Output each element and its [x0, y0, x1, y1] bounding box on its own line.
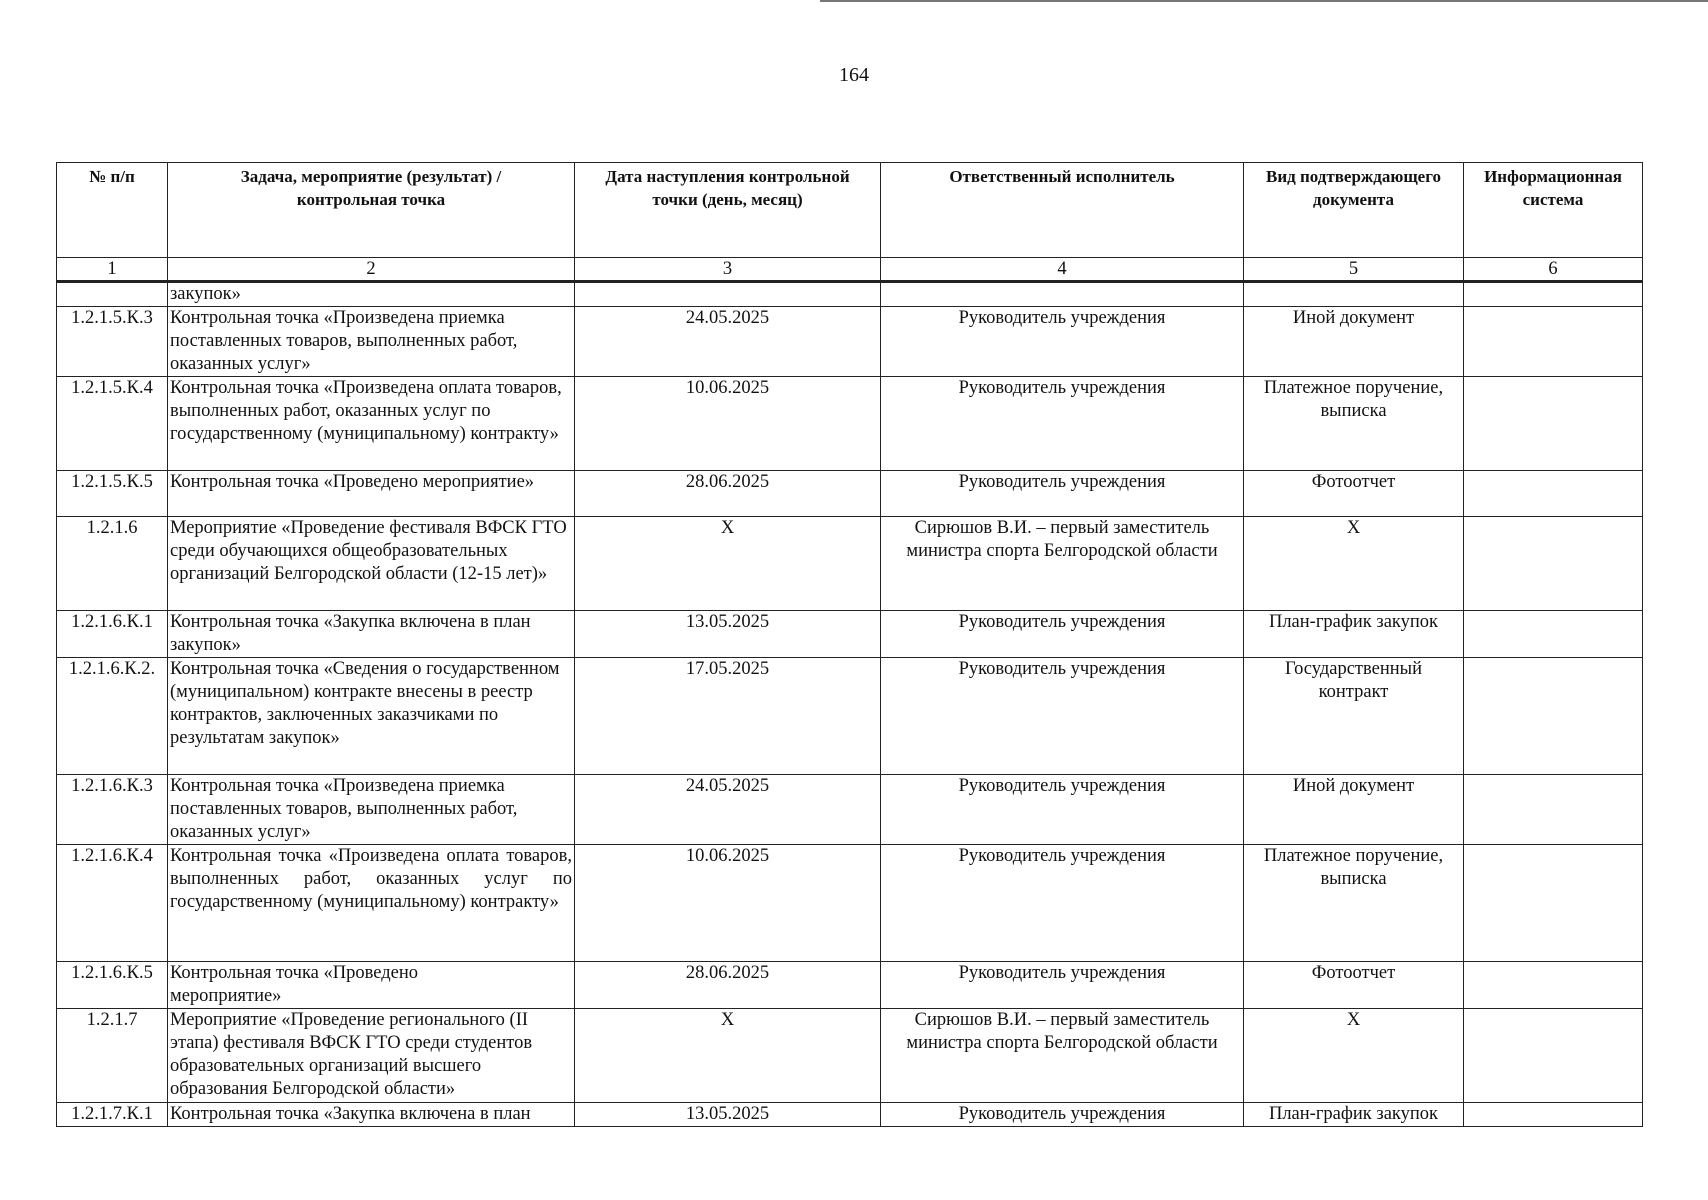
row-date: [575, 282, 881, 307]
table-header-row: [57, 163, 1643, 258]
row-task: Мероприятие «Проведение регионального (II этапа) фестиваля ВФСК ГТО среди студентов образовательных организаций высшего образования Белгородской области»: [168, 1009, 575, 1103]
row-number: 1.2.1.5.К.3: [57, 307, 168, 377]
header-document: Вид подтверждающего документа: [1244, 163, 1464, 258]
row-number: 1.2.1.5.К.4: [57, 377, 168, 471]
row-document: План-график закупок: [1244, 1103, 1464, 1127]
row-task: Контрольная точка «Проведено мероприятие»: [168, 962, 575, 1009]
table-row: [57, 1009, 1643, 1103]
row-info-system: [1464, 377, 1643, 471]
row-number: [57, 282, 168, 307]
table-row: [57, 1103, 1643, 1127]
row-task: закупок»: [168, 282, 575, 307]
column-number: 1: [57, 258, 168, 282]
row-executor: Руководитель учреждения: [881, 1103, 1244, 1127]
table-row: [57, 611, 1643, 658]
table-row: [57, 775, 1643, 845]
row-info-system: [1464, 845, 1643, 962]
row-document: [1244, 282, 1464, 307]
row-info-system: [1464, 471, 1643, 517]
column-number: 3: [575, 258, 881, 282]
row-task: Контрольная точка «Сведения о государственном (муниципальном) контракте внесены в реестр контрактов, заключенных заказчиками по результатам закупок»: [168, 658, 575, 775]
row-number: 1.2.1.6.К.2.: [57, 658, 168, 775]
column-number: 6: [1464, 258, 1643, 282]
row-executor: Руководитель учреждения: [881, 962, 1244, 1009]
header-task: Задача, мероприятие (результат) / контрольная точка: [168, 163, 575, 258]
page-number: 164: [839, 64, 869, 86]
column-number: 4: [881, 258, 1244, 282]
row-executor: Руководитель учреждения: [881, 658, 1244, 775]
row-task: Контрольная точка «Произведена приемка поставленных товаров, выполненных работ, оказанных услуг»: [168, 307, 575, 377]
row-task: Контрольная точка «Произведена оплата товаров, выполненных работ, оказанных услуг по государственному (муниципальному) контракту»: [168, 845, 575, 962]
row-date: Х: [575, 1009, 881, 1103]
row-date: 24.05.2025: [575, 307, 881, 377]
header-info-system: Информационная система: [1464, 163, 1643, 258]
row-executor: Сирюшов В.И. – первый заместитель министра спорта Белгородской области: [881, 1009, 1244, 1103]
row-task: Контрольная точка «Закупка включена в план: [168, 1103, 575, 1127]
row-task: Контрольная точка «Произведена приемка поставленных товаров, выполненных работ, оказанных услуг»: [168, 775, 575, 845]
row-number: 1.2.1.6: [57, 517, 168, 611]
row-date: Х: [575, 517, 881, 611]
row-document: Иной документ: [1244, 775, 1464, 845]
row-date: 28.06.2025: [575, 962, 881, 1009]
row-number: 1.2.1.5.К.5: [57, 471, 168, 517]
table-row: [57, 517, 1643, 611]
row-executor: Руководитель учреждения: [881, 845, 1244, 962]
table-row: [57, 658, 1643, 775]
row-info-system: [1464, 517, 1643, 611]
row-date: 13.05.2025: [575, 611, 881, 658]
header-number: № п/п: [57, 163, 168, 258]
row-info-system: [1464, 962, 1643, 1009]
table-row: [57, 471, 1643, 517]
row-number: 1.2.1.6.К.3: [57, 775, 168, 845]
row-info-system: [1464, 307, 1643, 377]
row-document: Фотоотчет: [1244, 962, 1464, 1009]
row-number: 1.2.1.6.К.1: [57, 611, 168, 658]
row-executor: Руководитель учреждения: [881, 775, 1244, 845]
row-date: 17.05.2025: [575, 658, 881, 775]
table-row: [57, 845, 1643, 962]
row-document: Х: [1244, 517, 1464, 611]
row-document: Фотоотчет: [1244, 471, 1464, 517]
row-date: 10.06.2025: [575, 377, 881, 471]
row-info-system: [1464, 1103, 1643, 1127]
row-document: Иной документ: [1244, 307, 1464, 377]
row-info-system: [1464, 658, 1643, 775]
table-row: [57, 282, 1643, 307]
row-task: Контрольная точка «Закупка включена в план закупок»: [168, 611, 575, 658]
column-number: 5: [1244, 258, 1464, 282]
row-document: Платежное поручение, выписка: [1244, 845, 1464, 962]
row-task: Мероприятие «Проведение фестиваля ВФСК ГТО среди обучающихся общеобразовательных организаций Белгородской области (12-15 лет)»: [168, 517, 575, 611]
row-executor: [881, 282, 1244, 307]
row-number: 1.2.1.6.К.4: [57, 845, 168, 962]
header-date: Дата наступления контрольной точки (день, месяц): [575, 163, 881, 258]
scan-edge-line: [820, 0, 1708, 2]
row-number: 1.2.1.7: [57, 1009, 168, 1103]
row-task: Контрольная точка «Произведена оплата товаров, выполненных работ, оказанных услуг по государственному (муниципальному) контракту»: [168, 377, 575, 471]
row-date: 28.06.2025: [575, 471, 881, 517]
row-date: 24.05.2025: [575, 775, 881, 845]
row-date: 10.06.2025: [575, 845, 881, 962]
row-document: План-график закупок: [1244, 611, 1464, 658]
row-info-system: [1464, 282, 1643, 307]
row-executor: Руководитель учреждения: [881, 377, 1244, 471]
row-number: 1.2.1.6.К.5: [57, 962, 168, 1009]
row-document: Платежное поручение, выписка: [1244, 377, 1464, 471]
table-row: [57, 377, 1643, 471]
row-document: Х: [1244, 1009, 1464, 1103]
row-number: 1.2.1.7.К.1: [57, 1103, 168, 1127]
row-task: Контрольная точка «Проведено мероприятие»: [168, 471, 575, 517]
row-date: 13.05.2025: [575, 1103, 881, 1127]
table-row: [57, 962, 1643, 1009]
row-executor: Руководитель учреждения: [881, 471, 1244, 517]
row-info-system: [1464, 775, 1643, 845]
column-numbers-row: [57, 258, 1643, 282]
row-info-system: [1464, 611, 1643, 658]
table-row: [57, 307, 1643, 377]
row-info-system: [1464, 1009, 1643, 1103]
column-number: 2: [168, 258, 575, 282]
row-executor: Сирюшов В.И. – первый заместитель министра спорта Белгородской области: [881, 517, 1244, 611]
row-document: Государственный контракт: [1244, 658, 1464, 775]
row-executor: Руководитель учреждения: [881, 307, 1244, 377]
row-executor: Руководитель учреждения: [881, 611, 1244, 658]
header-executor: Ответственный исполнитель: [881, 163, 1244, 258]
control-points-table: [56, 162, 1643, 1127]
